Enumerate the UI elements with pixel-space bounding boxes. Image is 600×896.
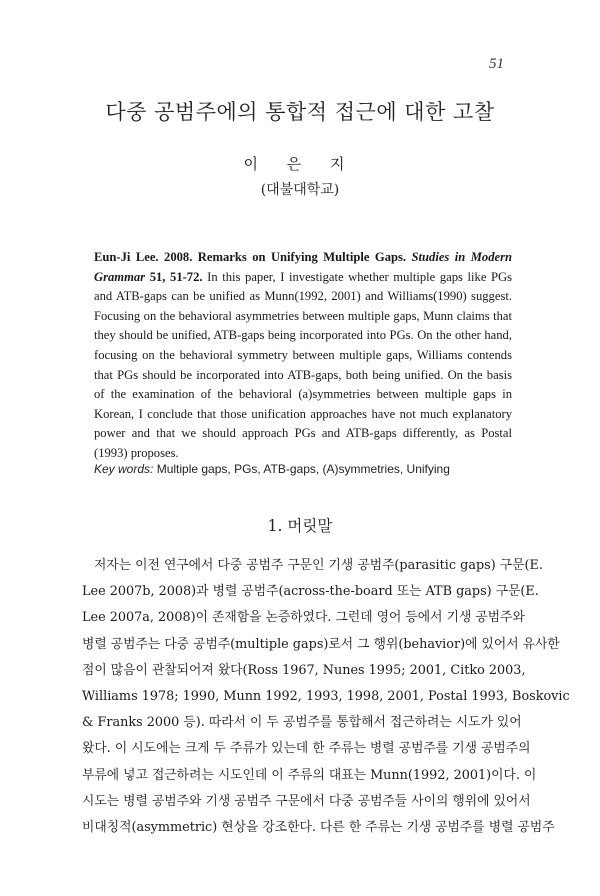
abstract-citation-head: Eun-Ji Lee. 2008. Remarks on Unifying Multiple Gaps. bbox=[94, 250, 407, 264]
body-line: 부류에 넣고 접근하려는 시도인데 이 주류의 대표는 Munn(1992, 2001)이다. 이 bbox=[82, 767, 537, 783]
body-line: & Franks 2000 등). 따라서 이 두 공범주를 통합해서 접근하려는 시도가 있어 bbox=[82, 715, 522, 731]
body-line: 비대칭적(asymmetric) 현상을 강조한다. 다른 한 주류는 기생 공범주를 병렬 공범주 bbox=[82, 820, 555, 836]
abstract bbox=[94, 248, 512, 464]
author-affiliation: (대불대학교) bbox=[260, 182, 340, 198]
body-text bbox=[82, 553, 570, 841]
paper-title: 다중 공범주에의 통합적 접근에 대한 고찰 bbox=[105, 100, 495, 124]
body-line: Lee 2007b, 2008)과 병렬 공범주(across-the-board 또는 ATB gaps) 구문(E. bbox=[82, 584, 539, 600]
abstract-volume: 51, 51-72. bbox=[149, 269, 203, 284]
body-line: Williams 1978; 1990, Munn 1992, 1993, 1998, 2001, Postal 1993, Boskovic bbox=[82, 689, 570, 705]
body-line: 점이 많음이 관찰되어져 왔다(Ross 1967, Nunes 1995; 2001, Citko 2003, bbox=[82, 662, 526, 678]
body-line: 저자는 이전 연구에서 다중 공범주 구문인 기생 공범주(parasitic gaps) 구문(E. bbox=[94, 558, 543, 573]
abstract-text: In this paper, I investigate whether multiple gaps like PGs and ATB-gaps can be unified as Munn(1992, 2001) and Williams(1990) suggest. Focusing on the behavioral asymmetries between multiple gaps, Munn claims that they should be unified, ATB-gaps being incorporated into PGs. On the other hand, focusing on the behavioral symmetry between multiple gaps, Williams contends that PGs should be incorporated into ATB-gaps, both being unified. On the basis of the examination of the behavioral (a)symmetries between multiple gaps in Korean, I conclude that those unification approaches have not much explanatory power and that we should approach PGs and ATB-gaps differently, as Postal (1993) proposes. bbox=[94, 269, 513, 460]
body-line: Lee 2007a, 2008)이 존재함을 논증하였다. 그런데 영어 등에서 기생 공범주와 bbox=[82, 610, 525, 626]
body-line: 왔다. 이 시도에는 크게 두 주류가 있는데 한 주류는 병렬 공범주를 기생 공범주의 bbox=[82, 741, 531, 757]
keywords bbox=[94, 462, 514, 476]
body-line: 병렬 공범주는 다중 공범주(multiple gaps)로서 그 행위(behavior)에 있어서 유사한 bbox=[82, 636, 560, 652]
keywords-text: Multiple gaps, PGs, ATB-gaps, (A)symmetries, Unifying bbox=[156, 462, 450, 476]
page-number: 51 bbox=[489, 56, 504, 72]
abstract-journal: Studies in Modern Grammar bbox=[94, 250, 512, 284]
body-line: 시도는 병렬 공범주와 기생 공범주 구문에서 다중 공범주들 사이의 행위에 있어서 bbox=[82, 793, 531, 809]
author-name: 이 은 지 bbox=[243, 155, 357, 173]
section-heading: 1. 머릿말 bbox=[267, 517, 333, 535]
keywords-label: Key words: bbox=[94, 462, 154, 476]
